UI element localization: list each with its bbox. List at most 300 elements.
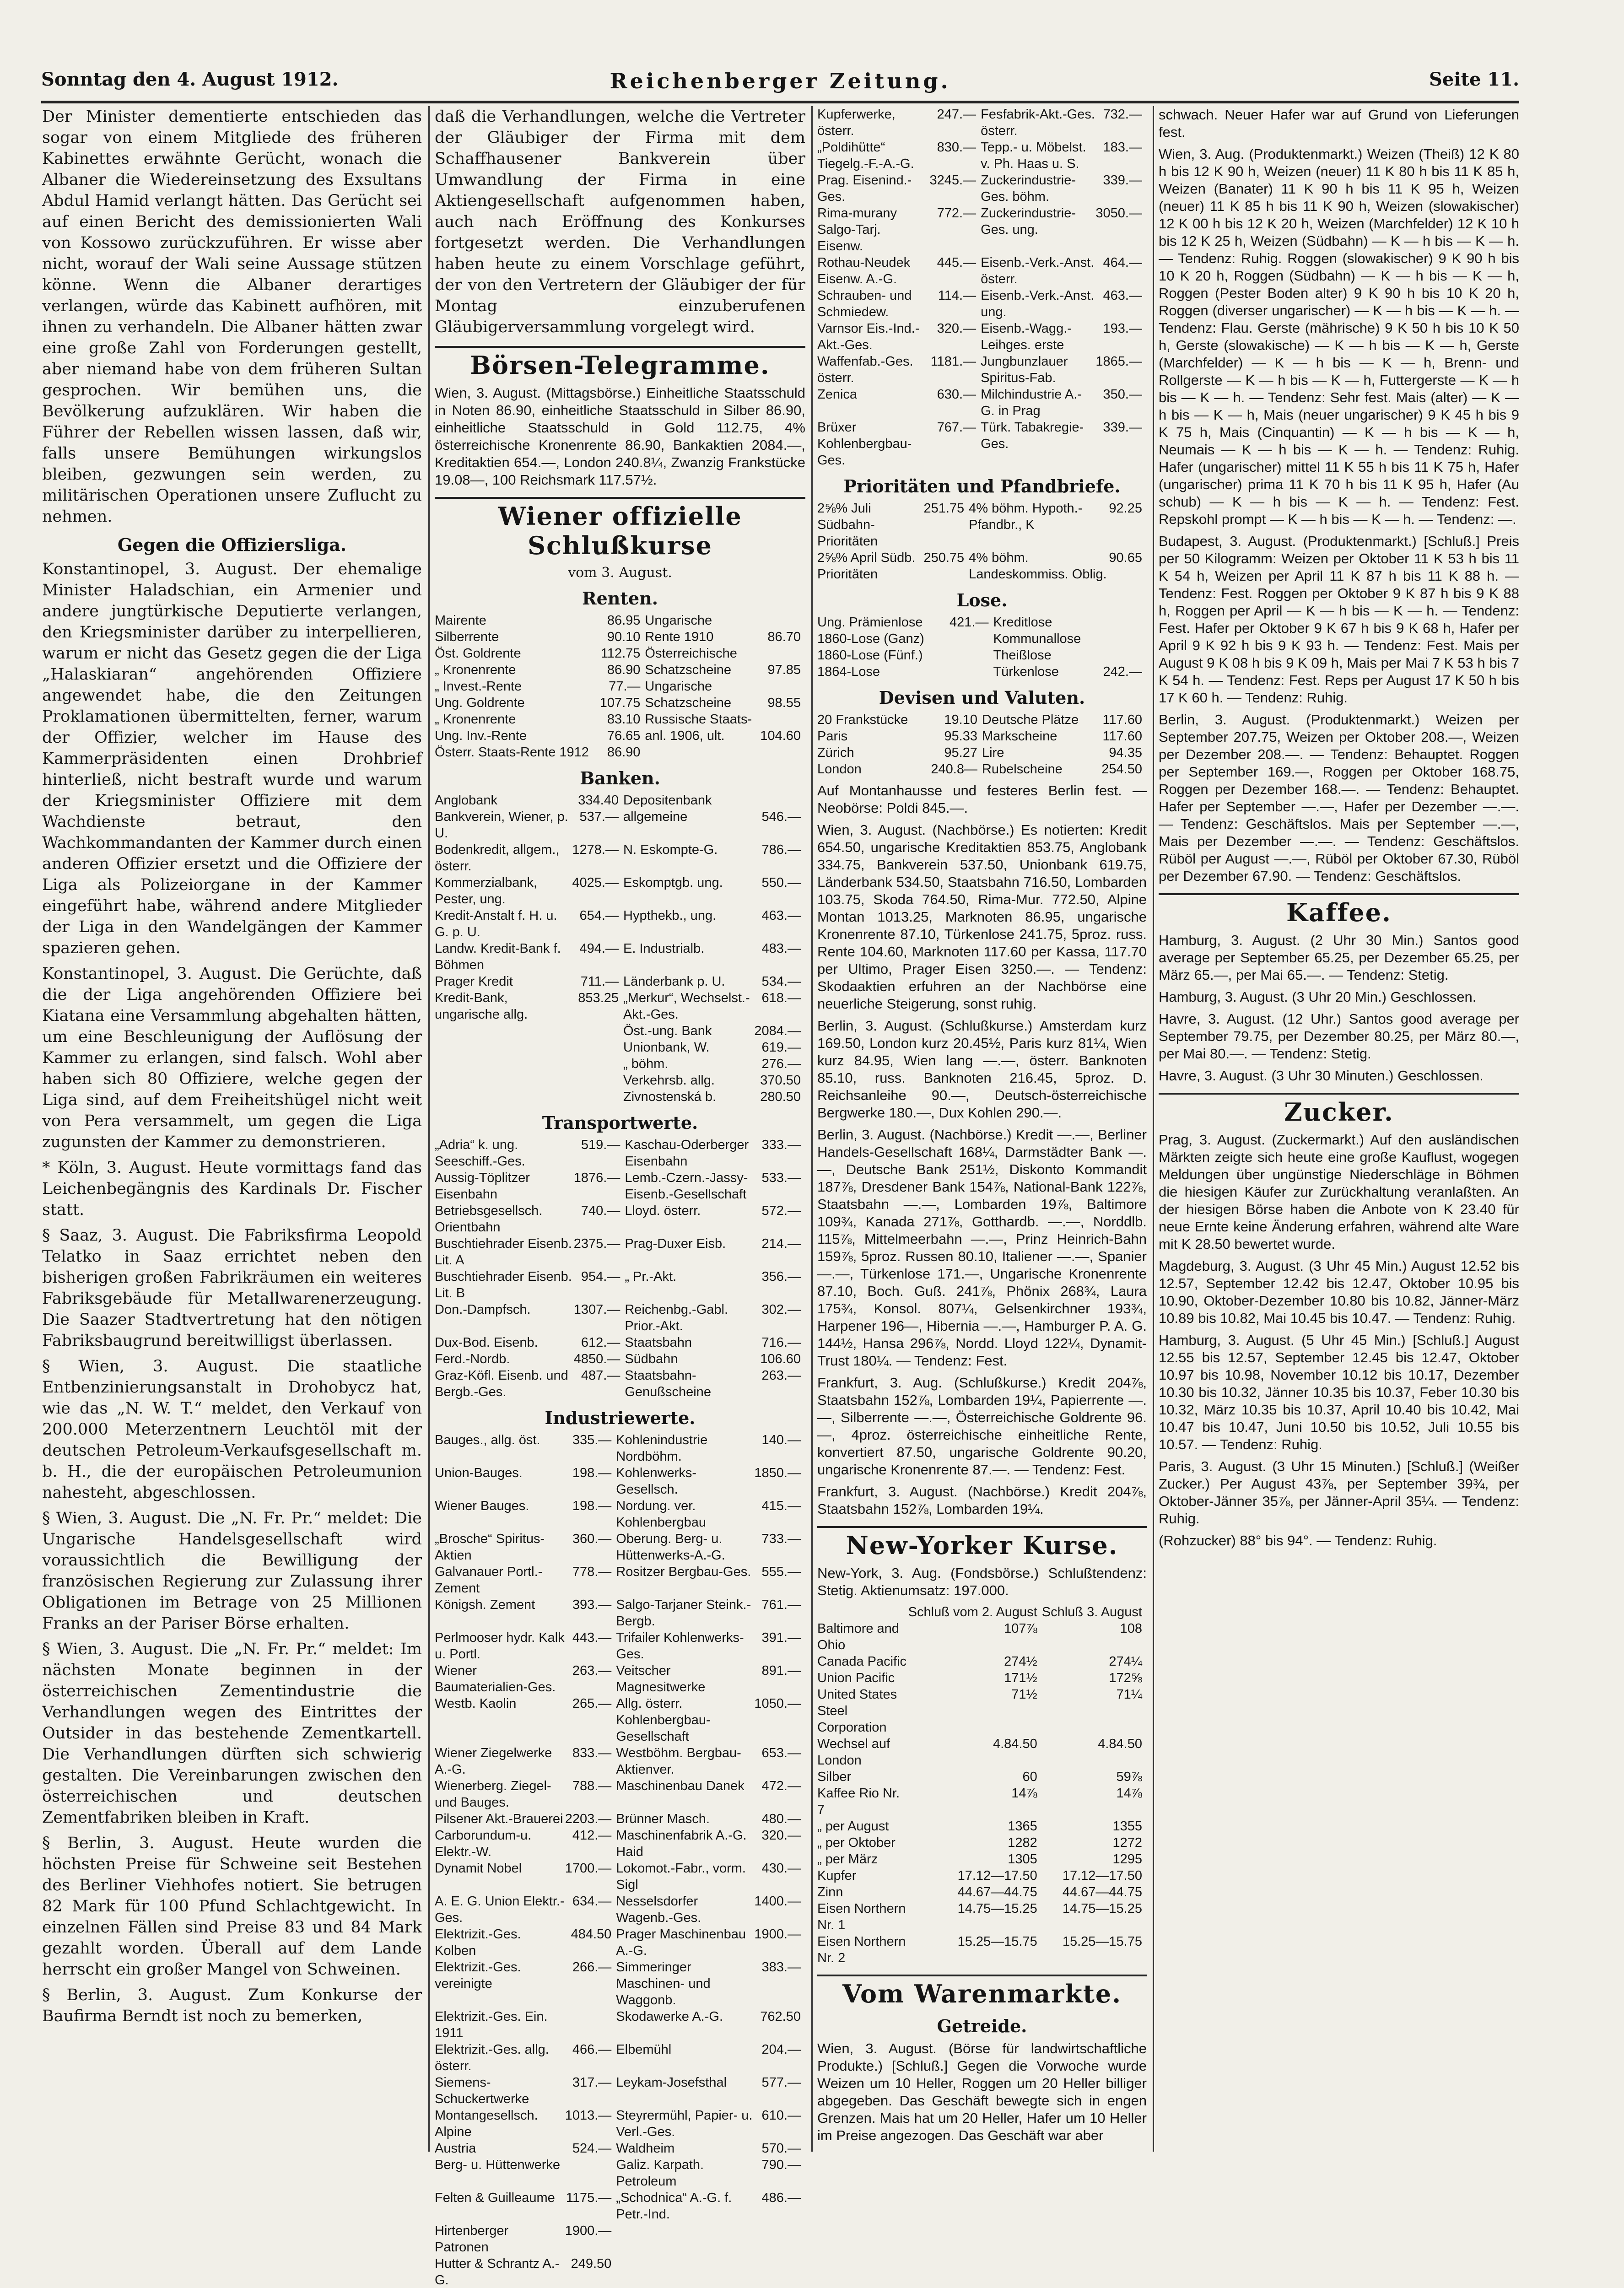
table-cell-label: Brünner Masch. — [616, 1812, 710, 1826]
article-paragraph: Konstantinopel, 3. August. Der ehemalige Minister Haladschian, ein Armenier und andere jungtürkische Deputierte verlangen, den Kriegsminister darüber zu interpellieren, warum er nicht das Gesetz gegen die der Liga „Halaskiaran“ angehörenden Offiziere angewendet habe, die den Zeitungen Proklamationen übermittelten, ferner, warum der Offizier, welcher im Hause des Kammerpräsidenten einen Drohbrief hinterließ, nicht bestraft wurde und warum der Kriegsminister Offiziere mit dem Wachdienste betraut, den Wachkommandanten der Kammer durch einen anderen Offizier ersetzt und die Offiziere der Liga als Polizeiorgane in der Kammer eingeführt habe, während andere Mitglieder der Liga in den Wandelgängen der Kammer spazieren gehen. — [42, 560, 422, 957]
table-header — [817, 1604, 908, 1620]
table-cell-value — [1095, 614, 1147, 631]
table-heading-lose: Lose. — [956, 590, 1008, 610]
table-cell-value: 1181.— — [930, 354, 977, 369]
table-row — [817, 1900, 1147, 1933]
market-report: Wien, 3. August. (Mittagsbörse.) Einheitliche Staatsschuld in Noten 86.90, einheitliche Staatsschuld in Silber 86.90, einheitliche Staatsschuld in Gold 112.75, 4% österreichische Kronenrente 86.90, Bankaktien 2084.—, Kreditaktien 654.—, London 240.8¼, Zwanzig Frankstücke 19.08—, 100 Reichsmark 117.57½. — [435, 385, 805, 488]
table-cell-value: 86.90 — [607, 663, 641, 677]
table-cell-label: Salgo-Tarjaner Steink.-Bergb. — [616, 1597, 751, 1629]
table-cell-label: Allg. österr. Kohlenbergbau-Gesellschaft — [616, 1696, 711, 1744]
table-cell-value: 98.55 — [767, 696, 801, 710]
table-cell-value: 537.— — [579, 809, 619, 824]
market-report: Berlin, 3. August. (Produktenmarkt.) Weizen per September 207.75, Weizen per Oktober 208.—, Weizen per Dezember 208.—. — Tendenz: Behauptet. Roggen per September 169.—, Roggen per Oktober 168.75, Roggen per Dezember 168.—. — Tendenz: Behauptet. Hafer per September —.—, Hafer per Dezember —.—. — Tendenz: Geschäftslos. Mais per September —.—, Mais per Dezember —.—. — Tendenz: Geschäftslos. Rüböl per August —.—, Rüböl per Oktober 67.30, Rüböl per Dezember 67.90. — Tendenz: Geschäftslos. — [1159, 712, 1519, 884]
table-cell-label: Zuckerindustrie-Ges. ung. — [981, 206, 1076, 237]
table-row — [817, 1785, 1147, 1818]
table-row — [817, 1736, 1147, 1769]
table-cell-label: Elbemühl — [616, 2042, 672, 2057]
table-cell-value: 92.25 — [1109, 501, 1142, 516]
table-row — [435, 744, 805, 761]
table-cell-value — [572, 1023, 623, 1039]
table-row — [435, 1072, 805, 1089]
table-cell-value: 263.— — [761, 1368, 801, 1383]
table-row — [817, 1867, 1147, 1884]
table-row — [435, 874, 805, 907]
market-report: Hamburg, 3. August. (2 Uhr 30 Min.) Santos good average per September 65.25, per Dezember 65.25, per März 65.—, per Mai 65.—. — Tendenz: Stetig. — [1159, 932, 1519, 983]
table-cell-label: Länderbank p. U. — [623, 974, 725, 989]
table-cell-value: 443.— — [572, 1630, 612, 1645]
table-row — [435, 629, 805, 645]
table-row — [817, 106, 1147, 139]
market-report: (Rohzucker) 88° bis 94°. — Tendenz: Ruhig. — [1159, 1533, 1437, 1549]
table-cell-value: 1865.— — [1095, 354, 1142, 369]
table-cell-label — [435, 1039, 572, 1056]
table-cell-value: 383.— — [761, 1960, 801, 1975]
table-cell-label: Dynamit Nobel — [435, 1861, 522, 1876]
table-cell-value: 254.50 — [1101, 762, 1142, 777]
table-cell-label: Zenica — [817, 387, 858, 402]
table-cell-label: Königsh. Zement — [435, 1597, 535, 1612]
table-cell-value: 1307.— — [573, 1302, 620, 1317]
table-row — [435, 1367, 805, 1400]
table-cell-label: „ per Oktober — [817, 1835, 896, 1850]
table-cell-value: 335.— — [572, 1433, 612, 1447]
table-cell-label: Canada Pacific — [817, 1654, 907, 1669]
table-cell-value — [572, 1056, 623, 1072]
table-cell-value: 483.— — [761, 941, 801, 956]
table-cell-value: 1295 — [1112, 1852, 1142, 1867]
table-cell-label: Buschtiehrader Eisenb. Lit. A — [435, 1236, 572, 1268]
table-cell-value: 15.25—15.75 — [957, 1934, 1037, 1949]
table-cell-value: 198.— — [572, 1466, 612, 1480]
table-cell-label: Milchindustrie A.-G. in Prag — [981, 387, 1082, 418]
table-row — [817, 172, 1147, 205]
table-cell-label: Bankverein, Wiener, p. U. — [435, 809, 568, 841]
table-cell-value: 572.— — [761, 1203, 801, 1218]
table-cell-label: Waffenfab.-Ges. österr. — [817, 354, 913, 385]
table-cell-value: 3050.— — [1095, 206, 1142, 221]
article-paragraph: § Saaz, 3. August. Die Fabriksfirma Leopold Telatko in Saaz errichtet neben den bisherigen großen Fabrikräumen ein weiteres Fabriksgebäude für Metallwarenerzeugung. Die Saazer Stadtvertretung hat den nötigen Fabriksbaugrund bereitwilligst überlassen. — [42, 1226, 422, 1350]
table-cell-value: 107.75 — [599, 696, 641, 710]
section-subtitle: vom 3. August. — [568, 565, 672, 581]
section-title-boerse: Börsen-Telegramme. — [435, 346, 805, 380]
table-cell-value: 112.75 — [600, 646, 641, 661]
newyork-table — [817, 1604, 1147, 1966]
table-cell-value — [1095, 631, 1147, 647]
table-cell-value: 654.— — [579, 908, 619, 923]
table-cell-label: Öst.-ung. Bank — [623, 1024, 712, 1038]
table-cell-label: Wiener Ziegelwerke A.-G. — [435, 1746, 552, 1777]
table-cell-value: 732.— — [1103, 107, 1142, 122]
table-cell-value: 350.— — [1103, 387, 1142, 402]
table-row — [435, 1564, 805, 1597]
section-title-newyork: New-Yorker Kurse. — [817, 1526, 1147, 1560]
table-cell-value: 534.— — [761, 974, 801, 989]
table-cell-value — [754, 792, 805, 809]
table-cell-value: 71¼ — [1116, 1687, 1142, 1702]
section-heading: Gegen die Offiziersliga. — [117, 534, 347, 555]
table-row — [817, 1670, 1147, 1686]
table-row — [435, 940, 805, 973]
market-report: Wien, 3. August. (Nachbörse.) Es notierten: Kredit 654.50, ungarische Kreditaktien 853.75, Anglobank 334.75, Bankverein 537.50, Unionbank 619.75, Länderbank 534.50, Staatsbahn 716.50, Lombarden 103.75, Skoda 764.50, Rima-Mur. 772.50, Alpine Montan 1013.25, Marknoten 86.95, ungarische Kronenrente 87.10, Türkenlose 241.75, 5proz. russ. Rente 104.60, Marknoten 117.60 per Kassa, 117.70 per Ultimo, Prager Eisen 3250.—. — Tendenz: Skodaaktien erfuhren an der Nachbörse eine neuerliche Steigerung, sonst ruhig. — [817, 822, 1147, 1012]
table-cell-label: Kupfer — [817, 1868, 857, 1883]
table-row — [435, 2140, 805, 2157]
table-heading-renten: Renten. — [582, 588, 658, 609]
table-cell-value: 1400.— — [754, 1894, 801, 1909]
table-cell-value: 140.— — [761, 1433, 801, 1447]
table-cell-value: 17.12—17.50 — [1062, 1868, 1142, 1883]
table-cell-value: 790.— — [761, 2158, 801, 2172]
table-cell-value: 786.— — [761, 842, 801, 857]
table-cell-label: Kreditlose — [993, 615, 1052, 630]
table-row — [817, 1933, 1147, 1966]
table-cell-label: Silber — [817, 1770, 852, 1784]
article-paragraph: Konstantinopel, 3. August. Die Gerüchte, daß die der Liga angehörenden Offiziere bei Kiatana eine Versammlung abgehalten hätten, um eine Beschleunigung der Auflösung der Kammer zu erlangen, sind falsch. Wohl aber haben sich 80 Offiziere, welche gegen der Liga sind, auf dem Freiheitshügel nicht weit von Pera versammelt, um gegen die Liga zugunsten der Kammer zu demonstrieren. — [42, 965, 422, 1151]
table-cell-label: Rima-murany Salgo-Tarj. Eisenw. — [817, 206, 897, 254]
table-row — [817, 1835, 1147, 1851]
market-report: Wien, 3. August. (Börse für landwirtschaftliche Produkte.) [Schluß.] Gegen die Vorwoche wurde Weizen um 10 Heller, Roggen um 20 Heller billiger abgegeben. Das Geschäft bewegte sich in engen Grenzen. Mais hat um 20 Heller, Hafer um 10 Heller im Preise angezogen. Das Geschäft war aber — [817, 2040, 1147, 2143]
table-cell-label: Kohlenindustrie Nordböhm. — [616, 1433, 708, 1464]
table-cell-label: Staatsbahn-Genußscheine — [625, 1368, 711, 1399]
table-cell-value: 172⅝ — [1109, 1671, 1142, 1685]
table-cell-label: „Merkur“, Wechselst.-Akt.-Ges. — [623, 991, 750, 1022]
table-cell-value: 356.— — [761, 1269, 801, 1284]
market-report: Havre, 3. August. (12 Uhr.) Santos good average per September 79.75, per Dezember 80.25, per März 80.—, per Mai 80.—. — Tendenz: Stetig. — [1159, 1011, 1519, 1062]
table-cell-value: 117.60 — [1102, 712, 1142, 727]
table-cell-value: 761.— — [761, 1597, 801, 1612]
table-cell-label: Westböhm. Bergbau-Aktienver. — [616, 1746, 741, 1777]
table-cell-label: Prager Maschinenbau A.-G. — [616, 1927, 746, 1958]
table-cell-value: 94.35 — [1109, 745, 1142, 760]
table-cell-label: Eisenb.-Wagg.-Leihges. erste — [981, 321, 1072, 352]
table-cell-label: Maschinenfabrik A.-G. Haid — [616, 1828, 747, 1859]
table-cell-label: 2⅝% Juli Südbahn-Prioritäten — [817, 501, 878, 549]
table-cell-value: 711.— — [580, 974, 619, 989]
market-report: Magdeburg, 3. August. (3 Uhr 45 Min.) August 12.52 bis 12.57, September 12.42 bis 12.47, Oktober 10.95 bis 10.90, Oktober-Dezember 10.80 bis 10.82, Jänner-März 10.89 bis 10.82, Mai 10.45 bis 10.47. — Tendenz: Ruhig. — [1159, 1258, 1519, 1326]
table-cell-value: 1050.— — [754, 1696, 801, 1711]
table-cell-label: „ per März — [817, 1852, 878, 1867]
table-row — [435, 728, 805, 744]
table-cell-value: 360.— — [572, 1532, 612, 1546]
table-cell-label: Zuckerindustrie-Ges. böhm. — [981, 173, 1076, 204]
table-row — [435, 1778, 805, 1811]
table-cell-value: 107⅞ — [1004, 1621, 1037, 1636]
table-row — [435, 711, 805, 728]
table-cell-value — [572, 1039, 623, 1056]
table-cell-value: 339.— — [1103, 420, 1142, 435]
table-cell-label: Fesfabrik-Akt.-Ges. österr. — [981, 107, 1095, 138]
table-row — [435, 1860, 805, 1893]
page-number: Seite 11. — [1429, 69, 1519, 90]
table-cell-value — [758, 612, 805, 629]
table-cell-value: 59⅞ — [1116, 1770, 1142, 1784]
table-row — [817, 664, 1147, 680]
table-cell-value: 95.33 — [944, 729, 977, 744]
table-cell-label: „ Kronenrente — [435, 663, 516, 677]
table-cell-label: Zürich — [817, 745, 854, 760]
table-row — [435, 1268, 805, 1301]
table-row — [817, 139, 1147, 172]
table-cell-value: 2375.— — [573, 1236, 620, 1251]
market-report: Paris, 3. August. (3 Uhr 15 Minuten.) [Schluß.] (Weißer Zucker.) Per August 43⅞, per September 39¾, per Oktober-Jänner 35⅞, per Jänner-April 35¼. — Tendenz: Ruhig. — [1159, 1458, 1519, 1527]
table-cell-value: 4.84.50 — [993, 1737, 1037, 1751]
table-cell-value: 19.10 — [944, 712, 977, 727]
table-cell-label: Kohlenwerks-Gesellsch. — [616, 1466, 696, 1497]
table-cell-value: 249.50 — [571, 2256, 612, 2271]
table-cell-label: Zinn — [817, 1885, 843, 1899]
table-row — [435, 1301, 805, 1334]
table-cell-value: 464.— — [1103, 255, 1142, 270]
table-cell-label: „Poldihütte“ Tiegelg.-F.-A.-G. — [817, 140, 914, 171]
table-cell-label: Siemens-Schuckertwerke — [435, 2075, 529, 2106]
table-cell-label: Anglobank — [435, 793, 498, 808]
table-cell-value: 247.— — [937, 107, 977, 122]
table-cell-label: Rente 1910 — [645, 630, 714, 644]
table-cell-label: Unionbank, W. — [623, 1040, 710, 1055]
table-row — [435, 1334, 805, 1351]
table-row — [435, 1137, 805, 1170]
table-cell-label: Türkenlose — [993, 664, 1059, 679]
table-cell-label: Jungbunzlauer Spiritus-Fab. — [981, 354, 1068, 385]
table-cell-value: 114.— — [938, 288, 977, 303]
table-cell-value — [942, 647, 993, 664]
table-cell-label: Kaschau-Oderberger Eisenbahn — [625, 1138, 749, 1169]
table-cell-label: Leykam-Josefsthal — [616, 2075, 727, 2090]
table-cell-value: 183.— — [1103, 140, 1142, 155]
table-row — [817, 1851, 1147, 1867]
table-header: Schluß 3. August — [1041, 1605, 1142, 1619]
table-cell-label: Brüxer Kohlenbergbau-Ges. — [817, 420, 912, 468]
market-report: Berlin, 3. August. (Nachbörse.) Kredit —.—, Berliner Handels-Gesellschaft 168¼, Darmstädter Bank —.—, Deutsche Bank 251½, Diskonto Kommandit 187⅞, Dresdener Bank 154⅞, National-Bank 122⅞, Staatsbahn —.—, Lombarden 19⅞, Baltimore 109¾, Kanada 271⅞, Gotthardb. —.—, Norddlb. 115⅞, Mittelmeerbahn —.—, Prinz Heinrich-Bahn 159⅞, 5proz. Russen 80.10, Italiener —.—, Spanier —.—, Türkenlose 171.—, Ungarische Kronenrente 87.10, Boch. Guß. 241⅞, Phönix 268¾, Laura 175¾, Konsol. 807¼, Gelsenkirchner 193¾, Harpener 196—, Hibernia —.—, Hamburger P. A. G. 144½, Hansa 296⅞, Nordd. Lloyd 122¼, Dynamit-Trust 180¼. — Tendenz: Fest. — [817, 1127, 1147, 1369]
table-row — [817, 205, 1147, 254]
table-cell-value: 2203.— — [565, 1812, 612, 1826]
table-cell-value: 333.— — [761, 1138, 801, 1152]
table-row — [435, 1630, 805, 1662]
table-cell-label: Westb. Kaolin — [435, 1696, 517, 1711]
table-cell-label — [616, 2223, 754, 2256]
article-paragraph: § Wien, 3. August. Die „N. Fr. Pr.“ meldet: Die Ungarische Handelsgesellschaft wird voraussichtlich die Bewilligung der französischen Regierung zur Zulassung ihrer Obligationen im Betrage von 25 Millionen Franks an der Pariser Börse erhalten. — [42, 1509, 422, 1633]
table-heading-industrie: Industriewerte. — [545, 1408, 696, 1428]
table-row — [817, 320, 1147, 353]
table-cell-value — [754, 2256, 805, 2288]
table-cell-value: 1355 — [1112, 1819, 1142, 1834]
table-row — [817, 728, 1147, 745]
table-cell-label: 2⅝% April Südb. Prioritäten — [817, 550, 916, 582]
table-cell-value: 570.— — [761, 2141, 801, 2156]
table-cell-value: 833.— — [572, 1746, 612, 1760]
column-2 — [435, 106, 805, 2288]
market-report: Havre, 3. August. (3 Uhr 30 Minuten.) Geschlossen. — [1159, 1068, 1484, 1084]
table-cell-label: 4% böhm. Landeskommiss. Oblig. — [969, 550, 1107, 582]
table-cell-label: Mairente — [435, 613, 486, 628]
table-cell-value: 1305 — [1008, 1852, 1037, 1867]
table-row — [817, 254, 1147, 287]
table-cell-label: „Adria“ k. ung. Seeschiff.-Ges. — [435, 1138, 525, 1169]
table-row — [435, 973, 805, 990]
lose-table — [817, 614, 1147, 680]
article-paragraph: § Wien, 3. August. Die staatliche Entbenzinierungsanstalt in Drohobycz hat, wie das „N. W. T.“ meldet, den Verkauf von 200.000 Meterzentnern Leuchtöl mit der deutschen Petroleum-Verkaufsgesellschaft m. b. H., die der europäischen Petroleumunion nahesteht, abgeschlossen. — [42, 1357, 422, 1502]
table-cell-value: 1175.— — [566, 2191, 612, 2205]
table-cell-value: 533.— — [761, 1171, 801, 1185]
table-cell-value: 1272 — [1112, 1835, 1142, 1850]
table-cell-label: Eisenb.-Verk.-Anst. ung. — [981, 288, 1095, 319]
table-cell-value: 630.— — [937, 387, 977, 402]
table-heading-devisen: Devisen und Valuten. — [879, 687, 1085, 708]
table-cell-value: 4025.— — [572, 875, 619, 890]
newspaper-title: Reichenberger Zeitung. — [610, 69, 951, 93]
table-row — [435, 1170, 805, 1203]
table-cell-label: Ungarische — [645, 679, 712, 694]
table-row — [435, 1089, 805, 1105]
table-cell-value: 104.60 — [760, 728, 801, 743]
table-cell-label: Verkehrsb. allg. — [623, 1073, 715, 1088]
table-cell-value: 251.75 — [923, 501, 965, 516]
table-row — [435, 907, 805, 940]
issue-date: Sonntag den 4. August 1912. — [41, 69, 339, 90]
article-paragraph: § Berlin, 3. August. Zum Konkurse der Baufirma Berndt ist noch zu bemerken, — [42, 1986, 422, 2025]
table-cell-label: Elektrizit.-Ges. vereinigte — [435, 1960, 521, 1991]
table-cell-label: Galiz. Karpath. Petroleum — [616, 2158, 704, 2189]
table-cell-label: Perlmooser hydr. Kalk u. Portl. — [435, 1630, 565, 1662]
table-cell-label: „Brosche“ Spiritus-Aktien — [435, 1532, 545, 1563]
table-row — [435, 2008, 805, 2041]
table-cell-value: 4.84.50 — [1098, 1737, 1142, 1751]
table-cell-label — [435, 1023, 572, 1039]
table-cell-value: 767.— — [937, 420, 977, 435]
table-cell-label: Hirtenberger Patronen — [435, 2223, 509, 2255]
table-cell-label: 1860-Lose (Fünf.) — [817, 648, 923, 663]
table-cell-value: 487.— — [581, 1368, 620, 1383]
article-paragraph: § Wien, 3. August. Die „N. Fr. Pr.“ meldet: Im nächsten Monate beginnen in der österreichischen Zementindustrie die Verhandlungen wegen des Eintrittes der Outsider in das bestehende Zementkartell. Die Verhandlungen dürften sich schwierig gestalten. Die Vereinbarungen zwischen den österreichischen und deutschen Zementfabriken bleiben in Kraft. — [42, 1640, 422, 1827]
column-rule — [428, 106, 430, 2152]
table-cell-value: 17.12—17.50 — [957, 1868, 1037, 1883]
table-cell-value: 14⅞ — [1011, 1786, 1037, 1801]
table-cell-label: A. E. G. Union Elektr.-Ges. — [435, 1894, 565, 1925]
table-row — [817, 550, 1147, 583]
market-report: Berlin, 3. August. (Schlußkurse.) Amsterdam kurz 169.50, London kurz 20.45½, Paris kurz 81¼, Wien kurz 84.95, Wien lang —.—, österr. Banknoten 85.10, russ. Banknoten 216.45, 5proz. D. Reichsanleihe 90.—, Deutsch-österreichische Bergwerke 180.—, Dux Kohlen 290.—. — [817, 1018, 1147, 1121]
table-cell-value — [758, 744, 805, 761]
table-cell-value: 276.— — [761, 1057, 801, 1071]
table-cell-value — [565, 2157, 616, 2190]
table-cell-label: Buschtiehrader Eisenb. Lit. B — [435, 1269, 572, 1300]
table-cell-label: Berg- u. Hüttenwerke — [435, 2158, 561, 2172]
table-cell-label: Bauges., allg. öst. — [435, 1433, 540, 1447]
table-cell-label: Lire — [982, 745, 1004, 760]
table-cell-value: 90.10 — [607, 630, 641, 644]
table-cell-value: 830.— — [937, 140, 977, 155]
table-cell-value: 242.— — [1103, 664, 1142, 679]
table-row — [435, 2041, 805, 2074]
table-cell-value: 546.— — [761, 809, 801, 824]
table-cell-value: 370.50 — [760, 1073, 801, 1088]
table-cell-label: Eisenb.-Verk.-Anst. österr. — [981, 255, 1095, 286]
table-cell-value: 634.— — [572, 1894, 612, 1909]
table-cell-label: Kommerzialbank, Pester, ung. — [435, 875, 538, 907]
table-cell-label — [435, 1072, 572, 1089]
table-cell-value: 716.— — [761, 1335, 801, 1350]
table-row — [435, 1745, 805, 1778]
transport-table — [435, 1137, 805, 1400]
table-cell-value: 788.— — [572, 1779, 612, 1793]
table-cell-label: Depositenbank — [623, 793, 712, 808]
table-row — [435, 2223, 805, 2256]
table-cell-value: 519.— — [581, 1138, 620, 1152]
table-cell-value: 612.— — [581, 1335, 620, 1350]
table-cell-value: 1700.— — [565, 1861, 612, 1876]
market-report: Frankfurt, 3. Aug. (Schlußkurse.) Kredit 204⅞, Staatsbahn 152⅞, Lombarden 19¼, Papierrente —.—, Silberrente —.—, Österreichische Goldrente 96.—, 4proz. österreichische einheitliche Rente, konvertiert 87.50, ungarische Goldrente 90.20, ungarische Kronenrente 87.—. — Tendenz: Fest. — [817, 1375, 1147, 1478]
table-cell-value: 653.— — [761, 1746, 801, 1760]
table-cell-label: Elektrizit.-Ges. allg. österr. — [435, 2042, 549, 2073]
table-cell-label: Graz-Köfl. Eisenb. und Bergb.-Ges. — [435, 1368, 568, 1399]
table-cell-value — [758, 645, 805, 662]
table-cell-value: 466.— — [572, 2042, 612, 2057]
table-cell-label: Aussig-Töplitzer Eisenbahn — [435, 1171, 530, 1202]
column-rule — [1153, 106, 1154, 2152]
table-cell-value: 484.50 — [571, 1927, 612, 1942]
table-cell-label: Oberung. Berg- u. Hüttenwerks-A.-G. — [616, 1532, 725, 1563]
table-cell-value: 524.— — [572, 2141, 612, 2156]
table-cell-value — [572, 1072, 623, 1089]
table-cell-value: 280.50 — [760, 1090, 801, 1104]
table-cell-label: Paris — [817, 729, 848, 744]
table-cell-label: Baltimore and Ohio — [817, 1621, 899, 1652]
table-cell-value: 44.67—44.75 — [1062, 1885, 1142, 1899]
table-heading-banken: Banken. — [580, 768, 660, 788]
table-cell-label: Galvanauer Portl.-Zement — [435, 1565, 543, 1596]
market-report: Frankfurt, 3. August. (Nachbörse.) Kredit 204⅞, Staatsbahn 152⅞, Lombarden 19¼. — [817, 1484, 1147, 1517]
table-cell-label: Deutsche Plätze — [982, 712, 1079, 727]
table-cell-label: „ Pr.-Akt. — [625, 1269, 677, 1284]
table-row — [435, 1695, 805, 1745]
table-cell-label: Schatzscheine — [645, 696, 732, 710]
table-cell-value: 60 — [1022, 1770, 1037, 1784]
table-cell-value: 14⅞ — [1116, 1786, 1142, 1801]
table-row — [817, 647, 1147, 664]
table-cell-label: Wienerberg. Ziegel- und Bauges. — [435, 1779, 551, 1810]
table-cell-value — [754, 2223, 805, 2256]
table-row — [435, 990, 805, 1023]
table-row — [435, 809, 805, 842]
table-row — [435, 2157, 805, 2190]
table-row — [435, 1023, 805, 1039]
table-cell-value — [1095, 647, 1147, 664]
column-4 — [1159, 106, 1519, 2152]
table-cell-label: Bodenkredit, allgem., österr. — [435, 842, 560, 874]
article-paragraph: Der Minister dementierte entschieden das sogar von einem Mitgliede des früheren Kabinettes erwähnte Gerücht, wonach die Albaner die Wiedereinsetzung des Exsultans Abdul Hamid verlangt hätten. Das Gerücht sei auf einen Bericht des demissionierten Wali von Kossowo zurückzuführen. Er wisse aber nicht, worauf der Wali seine Aussage stützen könne. Wenn die Albaner derartiges verlangen, würde das Kabinett aufhören, mit ihnen zu verhandeln. Die Albaner hätten zwar eine große Zahl von Forderungen gestellt, aber niemand habe von dem früheren Sultan gesprochen. Wir bemühen uns, die Bevölkerung aufzuklären. Wir haben die Führer der Rebellen wissen lassen, daß wir, falls unsere Bemühungen wirkungslos bleiben, gezwungen sein werden, zu militärischen Operationen unsere Zuflucht zu nehmen. — [42, 108, 422, 526]
table-cell-value: 618.— — [761, 991, 801, 1005]
table-cell-value: 472.— — [761, 1779, 801, 1793]
table-cell-label: Schatzscheine — [645, 663, 732, 677]
table-cell-label: Rositzer Bergbau-Ges. — [616, 1565, 751, 1579]
table-cell-value: 334.40 — [578, 793, 619, 808]
table-cell-value: 1013.— — [565, 2108, 612, 2123]
table-cell-value: 954.— — [581, 1269, 620, 1284]
column-rule — [811, 106, 813, 2152]
table-cell-label: Prag. Eisenind.-Ges. — [817, 173, 912, 204]
table-cell-value: 2084.— — [754, 1024, 801, 1038]
table-cell-label — [616, 2256, 754, 2288]
table-cell-label: Union Pacific — [817, 1671, 895, 1685]
table-cell-value: 14.75—15.25 — [957, 1901, 1037, 1916]
table-cell-value: 393.— — [572, 1597, 612, 1612]
table-row — [435, 662, 805, 678]
industrie-table-continued — [817, 106, 1147, 469]
table-row — [435, 1236, 805, 1268]
table-cell-label: 1864-Lose — [817, 664, 880, 679]
market-report: Budapest, 3. August. (Produktenmarkt.) [Schluß.] Preis per 50 Kilogramm: Weizen per Oktober 11 K 53 h bis 11 K 54 h, Weizen per April 11 K 87 h bis 11 K 88 h. — Tendenz: Fest. Roggen per Oktober 9 K 87 h bis 9 K 88 h, Roggen per April — K — h bis — K — h. — Tendenz: Fest. Hafer per Oktober 9 K 67 h bis 9 K 68 h, Hafer per April 9 K 92 h bis 9 K 93 h. — Tendenz: Fest. Mais per August 9 K 08 h bis 9 K 09 h, Mais per Mai 7 K 53 h bis 7 K 54 h. — Tendenz: Fest. Reps per August 17 K 50 h bis 17 K 60 h. — Tendenz: Ruhig. — [1159, 533, 1519, 706]
table-cell-label: Russische Staats- — [645, 712, 752, 727]
table-cell-label: Theißlose — [993, 648, 1052, 663]
table-cell-label: Hypthekb., ung. — [623, 908, 717, 923]
